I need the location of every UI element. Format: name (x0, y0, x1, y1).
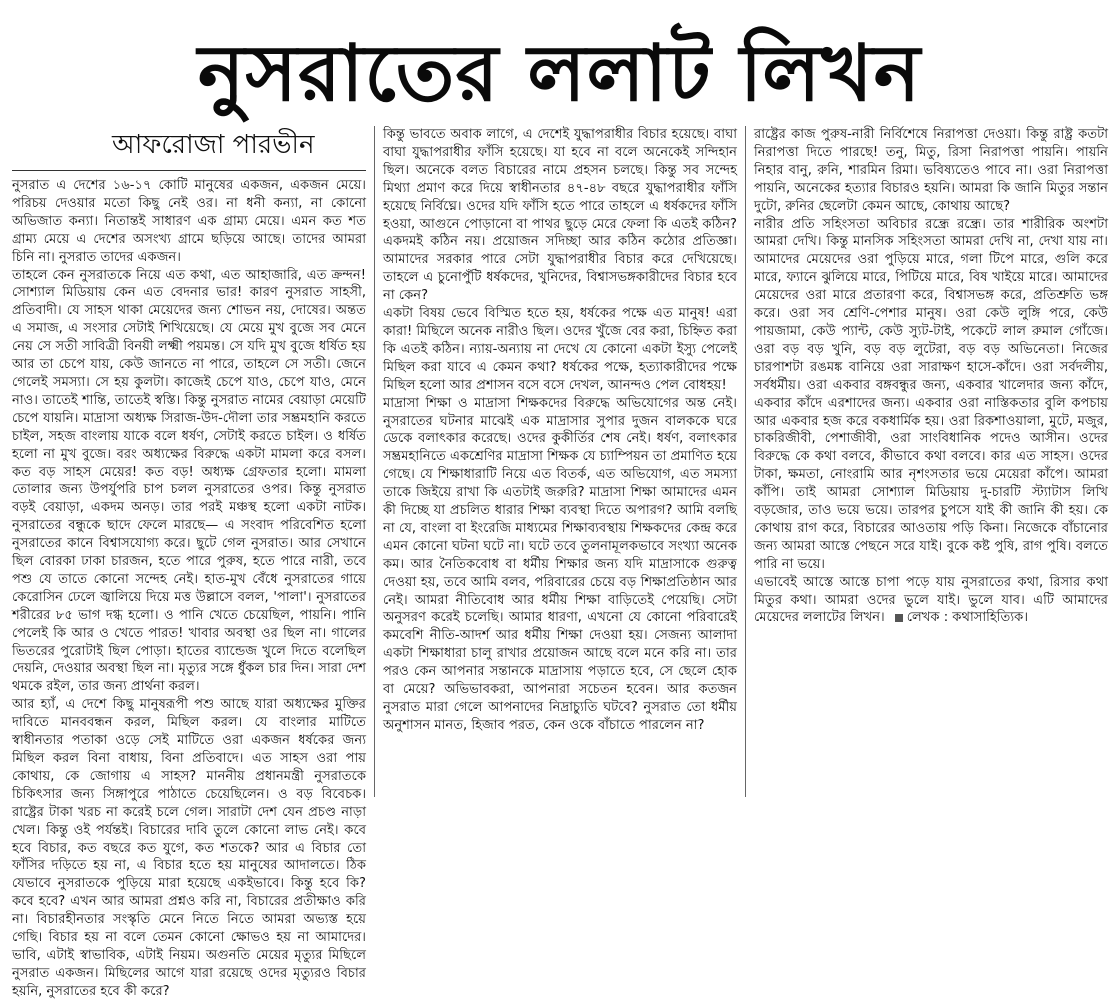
paragraph-rally: একটা বিষয় ভেবে বিস্মিত হতে হয়, ধর্ষকের পক্ষে এত মানুষ! এরা কারা! মিছিলে অনেক নারীও ছিল। ওদের খুঁজে বের করা, চিহ্নিত করা কি এতই কঠিন। ন্যায়-অন্যায় না দেখে যে কোনো একটা ইস্যু পেলেই মিছিল করা যাবে এ কেমন কথা? ধর্ষকের পক্ষে, হত্যাকারীদের পক্ষে মিছিল হলো আর প্রশাসন বসে বসে দেখল, আনন্দও পেল বোধহয়! (383, 306, 737, 393)
byline-divider (12, 170, 366, 171)
article-column-1 (12, 130, 366, 999)
paragraph-violence: নারীর প্রতি সহিংসতা অবিচার রন্ধ্রে রন্ধ্রে। তার শারীরিক অংশটা আমরা দেখি। কিন্তু মানসিক সহিংসতা আমরা দেখি না, দেখা যায় না। আমাদের মেয়েদের ওরা পুড়িয়ে মারে, গলা টিপে মারে, গুলি করে মারে, ফ্যানে ঝুলিয়ে মারে, পিটিয়ে মারে, বিষ খাইয়ে মারে। আমাদের মেয়েদের ওরা মারে প্রতারণা করে, বিশ্বাসভঙ্গ করে, প্রতিশ্রুতি ভঙ্গ করে। ওরা সব শ্রেণি-পেশার মানুষ। ওরা কেউ লুঙ্গি পরে, কেউ পায়জামা, কেউ প্যান্ট, কেউ স্যুট-টাই, পকেটে লাল রুমাল গোঁজে। ওরা বড় বড় খুনি, বড় বড় লুটেরা, বড় বড় অভিনেতা। নিজের চারপাশটা রঙমঙ্ক বানিয়ে ওরা সারাক্ষণ হাসে-কাঁদে। ওরা সর্বদলীয়, সর্বধর্মীয়। ওরা একবার বঙ্গবন্ধুর জন্য, একবার খালেদার জন্য কাঁদে, একবার কাঁদে এরশাদের জন্য। একবার ওরা নাস্তিকতার বুলি কপচায় আর একবার হজ করে বকধার্মিক হয়। ওরা রিকশাওয়ালা, মুটে, মজুর, চাকরিজীবী, পেশাজীবী, ওরা সাংবিধানিক পদেও আসীন। ওদের বিরুদ্ধে কে কথা বলবে, কীভাবে কথা বলবে। কার এত সাহস। ওদের টাকা, ক্ষমতা, নোংরামি আর নৃশংসতার ভয়ে মেয়েরা কাঁপে। আমরা কাঁপি। তাই আমরা সোশ্যাল মিডিয়ায় দু-চারটি স্ট্যাটাস লিখি বড়জোর, তাও ভয়ে ভয়ে। তারপর চুপসে যাই কী জানি কী হয়। কে কোথায় রাগ করে, বিচারের আওতায় পড়ি কিনা। নিজেকে বাঁচানোর জন্য আমরা আস্তে পেছনে সরে যাই। বুকে কষ্ট পুষি, রাগ পুষি। বলতে পারি না ভয়ে। (754, 216, 1108, 572)
author-byline: আফরোজা পারভীন (112, 130, 315, 160)
closing-text: এভাবেই আস্তে আস্তে চাপা পড়ে যায় নুসরাতের কথা, রিসার কথা মিতুর কথা। আমরা ওদের ভুলে যাই। ভুলে যাব। এটি আমাদের মেয়েদের ললাটের লিখন। (754, 574, 1108, 626)
paragraph-intro: নুসরাত এ দেশের ১৬-১৭ কোটি মানুষের একজন, একজন মেয়ে। পরিচয় দেওয়ার মতো কিছু নেই ওর। না ধনী কন্যা, না কোনো অভিজাত কন্যা। নিতান্তই সাধারণ এক গ্রাম্য মেয়ে। এমন কত শত গ্রাম্য মেয়ে এ দেশের অসংখ্য গ্রামে ছড়িয়ে আছে। তাদের আমরা চিনি না। নুসরাত তাদের একজন। (12, 178, 366, 265)
paragraph-state: রাষ্ট্রের কাজ পুরুষ-নারী নির্বিশেষে নিরাপত্তা দেওয়া। কিন্তু রাষ্ট্র কতটা নিরাপত্তা দিতে পারছে! তনু, মিতু, রিসা নিরাপত্তা পায়নি। পায়নি নিহার বানু, রুনি, শারমিন রিমা। ভবিষ্যতেও পাবে না। ওরা নিরাপত্তা পায়নি, অনেকের হত্যার বিচারও হয়নি। আমরা কি জানি মিতুর সন্তান দুটো, রুনির ছেলেটা কেমন আছে, কোথায় আছে? (754, 127, 1108, 214)
square-bullet-icon (895, 614, 903, 622)
article-column-2 (383, 126, 737, 797)
author-note: লেখক : কথাসাহিত্যিক। (906, 610, 1029, 626)
paragraph-madrasa: মাদ্রাসা শিক্ষা ও মাদ্রাসা শিক্ষকদের বিরুদ্ধে অভিযোগের অন্ত নেই। নুসরাতের ঘটনার মাঝেই এক মাদ্রাসার সুপার দুজন বালককে ঘরে ডেকে বলাৎকার করেছে। ওদের কুকীর্তির শেষ নেই। ধর্ষণ, বলাৎকার সম্ভ্রমহানিতে একশ্রেণির মাদ্রাসা শিক্ষক যে চ্যাম্পিয়ন তা প্রমাণিত হয়ে গেছে। যে শিক্ষাধারাটি নিয়ে এত বিতর্ক, এত অভিযোগ, এত সমস্যা তাকে জিইয়ে রাখা কি এতটাই জরুরি? মাদ্রাসা শিক্ষা আমাদের এমন কী দিচ্ছে যা প্রচলিত ধারার শিক্ষা ব্যবস্থা দিতে অপারগ? আমি বলছি না যে, বাংলা বা ইংরেজি মাধ্যমের শিক্ষাব্যবস্থায় শিক্ষকদের কেন্দ্র করে এমন কোনো ঘটনা ঘটে না। ঘটে তবে তুলনামূলকভাবে সংখ্যা অনেক কম। আর নৈতিকবোধ বা ধর্মীয় শিক্ষার জন্য যদি মাদ্রাসাকে গুরুত্ব দেওয়া হয়, তবে আমি বলব, পরিবারের চেয়ে বড় শিক্ষাপ্রতিষ্ঠান আর নেই। আমরা নীতিবোধ আর ধর্মীয় শিক্ষা বাড়িতেই পেয়েছি। সেটা অনুসরণ করেই চলেছি। আমার ধারণা, এখনো যে কোনো পরিবারেই কমবেশি নীতি-আদর্শ আর ধর্মীয় শিক্ষা দেওয়া হয়। সেজন্য আলাদা একটা শিক্ষাধারা চালু রাখার প্রয়োজন আছে বলে মনে করি না। তার পরও কেন আপনার সন্তানকে মাদ্রাসায় পড়াতে হবে, সে ছেলে হোক বা মেয়ে? অভিভাবকরা, আপনারা সচেতন হবেন। আর কতজন নুসরাত মারা গেলে আপনাদের নিদ্রাচ্যুতি ঘটবে? নুসরাত তো ধর্মীয় অনুশাসন মানত, হিজাব পরত, কেন ওকে বাঁচাতে পারলেন না? (383, 395, 737, 733)
paragraph-why: তাহলে কেন নুসরাতকে নিয়ে এত কথা, এত আহাজারি, এত ক্রন্দন! সোশ্যাল মিডিয়ায় কেন এত বেদনার ভার! কারণ নুসরাত সাহসী, প্রতিবাদী। যে সাহস থাকা মেয়েদের জন্য শোভন নয়, দোষের। অন্তত এ সমাজ, এ সংসার সেটাই শিখিয়েছে। যে মেয়ে মুখ বুজে সব মেনে নেয় সে সতী সাবিত্রী বিনয়ী লক্ষ্মী পয়মন্ত। সে যদি মুখ বুজে ধর্ষিত হয় আর তা চেপে যায়, কেউ জানতে না পারে, তাহলে সে সতী। জেনে গেলেই সমস্যা। সে হয় কুলটা। কাজেই চেপে যাও, চেপে যাও, মেনে নাও। তাতেই শান্তি, তাতেই স্বস্তি। কিন্তু নুসরাত নামের বেয়াড়া মেয়েটি চেপে যায়নি। মাদ্রাসা অধ্যক্ষ সিরাজ-উদ-দৌলা তার সম্ভ্রমহানি করতে চাইল, সহজ বাংলায় যাকে বলে ধর্ষণ, সেটাই করতে চাইল। ও ধর্ষিত হলো না মুখ বুজে। বরং অধ্যক্ষের বিরুদ্ধে একটা মামলা করে বসল। কত বড় সাহস মেয়ের! কত বড়! অধ্যক্ষ গ্রেফতার হলো। মামলা তোলার জন্য উপর্যুপরি চাপ চলল নুসরাতের ওপর। কিন্তু নুসরাত বড়ই বেয়াড়া, একদম অনড়। তার পরই মঞ্চস্থ হলো একটা নাটক। নুসরাতের বন্ধুকে ছাদে ফেলে মারছে— এ সংবাদ পরিবেশিত হলো নুসরাতের কানে বিশ্বাসযোগ্য করে। ছুটে গেল নুসরাত। আর সেখানে ছিল বোরকা ঢাকা চারজন, হতে পারে পুরুষ, হতে পারে নারী, তবে পশু যে তাতে কোনো সন্দেহ নেই। হাত-মুখ বেঁধে নুসরাতের গায়ে কেরোসিন ঢেলে জ্বালিয়ে দিয়ে মত্ত উল্লাসে বলল, 'পালা'। নুসরাতের শরীরের ৮৫ ভাগ দগ্ধ হলো। ও পানি খেতে চেয়েছিল, পায়নি। পানি পেলেই কি আর ও খেতে পারত! খাবার অবস্থা ওর ছিল না। গালের ভিতরের পুরোটাই ছিল পোড়া। হাতের ব্যান্ডেজ খুলে দিতে বলেছিল দেয়নি, দেওয়ার অবস্থা ছিল না। মৃত্যুর সঙ্গে ধুঁকল চার দিন। সারা দেশ থমকে রইল, তার জন্য প্রার্থনা করল। (12, 267, 366, 695)
paragraph-procession: আর হ্যাঁ, এ দেশে কিছু মানুষরূপী পশু আছে যারা অধ্যক্ষের মুক্তির দাবিতে মানববন্ধন করল, মিছিল করল। যে বাংলার মাটিতে স্বাধীনতার পতাকা ওড়ে সেই মাটিতে ওরা একজন ধর্ষকের জন্য মিছিল করল বিনা বাধায়, বিনা প্রতিবাদে। এত সাহস ওরা পায় কোথায়, কে জোগায় এ সাহস? মাননীয় প্রধানমন্ত্রী নুসরাতকে চিকিৎসার জন্য সিঙ্গাপুরে পাঠাতে চেয়েছিলেন। ও বড় বিবেচক। রাষ্ট্রের টাকা খরচ না করেই চলে গেল। সারাটা দেশ যেন প্রচণ্ড নাড়া খেল। কিন্তু ওই পর্যন্তই। বিচারের দাবি তুলে কোনো লাভ নেই। কবে হবে বিচার, কত বছরে কত যুগে, কত শতকে? আর এ বিচার তো ফাঁসির দড়িতে হয় না, এ বিচার হতে হয় মানুষের আদালতে। ঠিক যেভাবে নুসরাতকে পুড়িয়ে মারা হয়েছে একইভাবে। কিন্তু হবে কি? কবে হবে? এখন আর আমরা প্রশ্নও করি না, বিচারের প্রতীক্ষাও করি না। বিচারহীনতার সংস্কৃতি মেনে নিতে নিতে আমরা অভ্যস্ত হয়ে গেছি। বিচার হয় না বলে তেমন কোনো ক্ষোভও হয় না আমাদের। ভাবি, এটাই স্বাভাবিক, এটাই নিয়ম। অগুনতি মেয়ের মৃত্যুর মিছিলে নুসরাত একজন। মিছিলের আগে যারা রয়েছে ওদের মৃত্যুরও বিচার হয়নি, নুসরাতের হবে কী করে? (12, 697, 366, 999)
paragraph-closing (754, 574, 1108, 628)
column-divider (374, 126, 375, 797)
headline: নুসরাতের ললাট লিখন (197, 29, 922, 119)
column-divider (745, 126, 746, 797)
article-column-3 (754, 126, 1108, 797)
paragraph-war-crimes: কিন্তু ভাবতে অবাক লাগে, এ দেশেই যুদ্ধাপরাধীর বিচার হয়েছে। বাঘা বাঘা যুদ্ধাপরাধীর ফাঁসি হয়েছে। যা হবে না বলে অনেকেই সন্দিহান ছিল। অনেকে বলত বিচারের নামে প্রহসন চলছে। কিন্তু সব সন্দেহ মিথ্যা প্রমাণ করে দিয়ে স্বাধীনতার ৪৭-৪৮ বছরে যুদ্ধাপরাধীর ফাঁসি হয়েছে নির্বিঘ্নে। ওদের যদি ফাঁসি হতে পারে তাহলে এ ধর্ষকদের ফাঁসি হওয়া, আগুনে পোড়ানো বা পাথর ছুড়ে মেরে ফেলা কি এতই কঠিন? একদমই কঠিন নয়। প্রয়োজন সদিচ্ছা আর কঠিন কঠোর প্রতিজ্ঞা। আমাদের সরকার পারে সেটা যুদ্ধাপরাধীর বিচার করে দেখিয়েছে। তাহলে এ চুনোপুঁটি ধর্ষকদের, খুনিদের, বিশ্বাসভঙ্গকারীদের বিচার হবে না কেন? (383, 127, 737, 304)
